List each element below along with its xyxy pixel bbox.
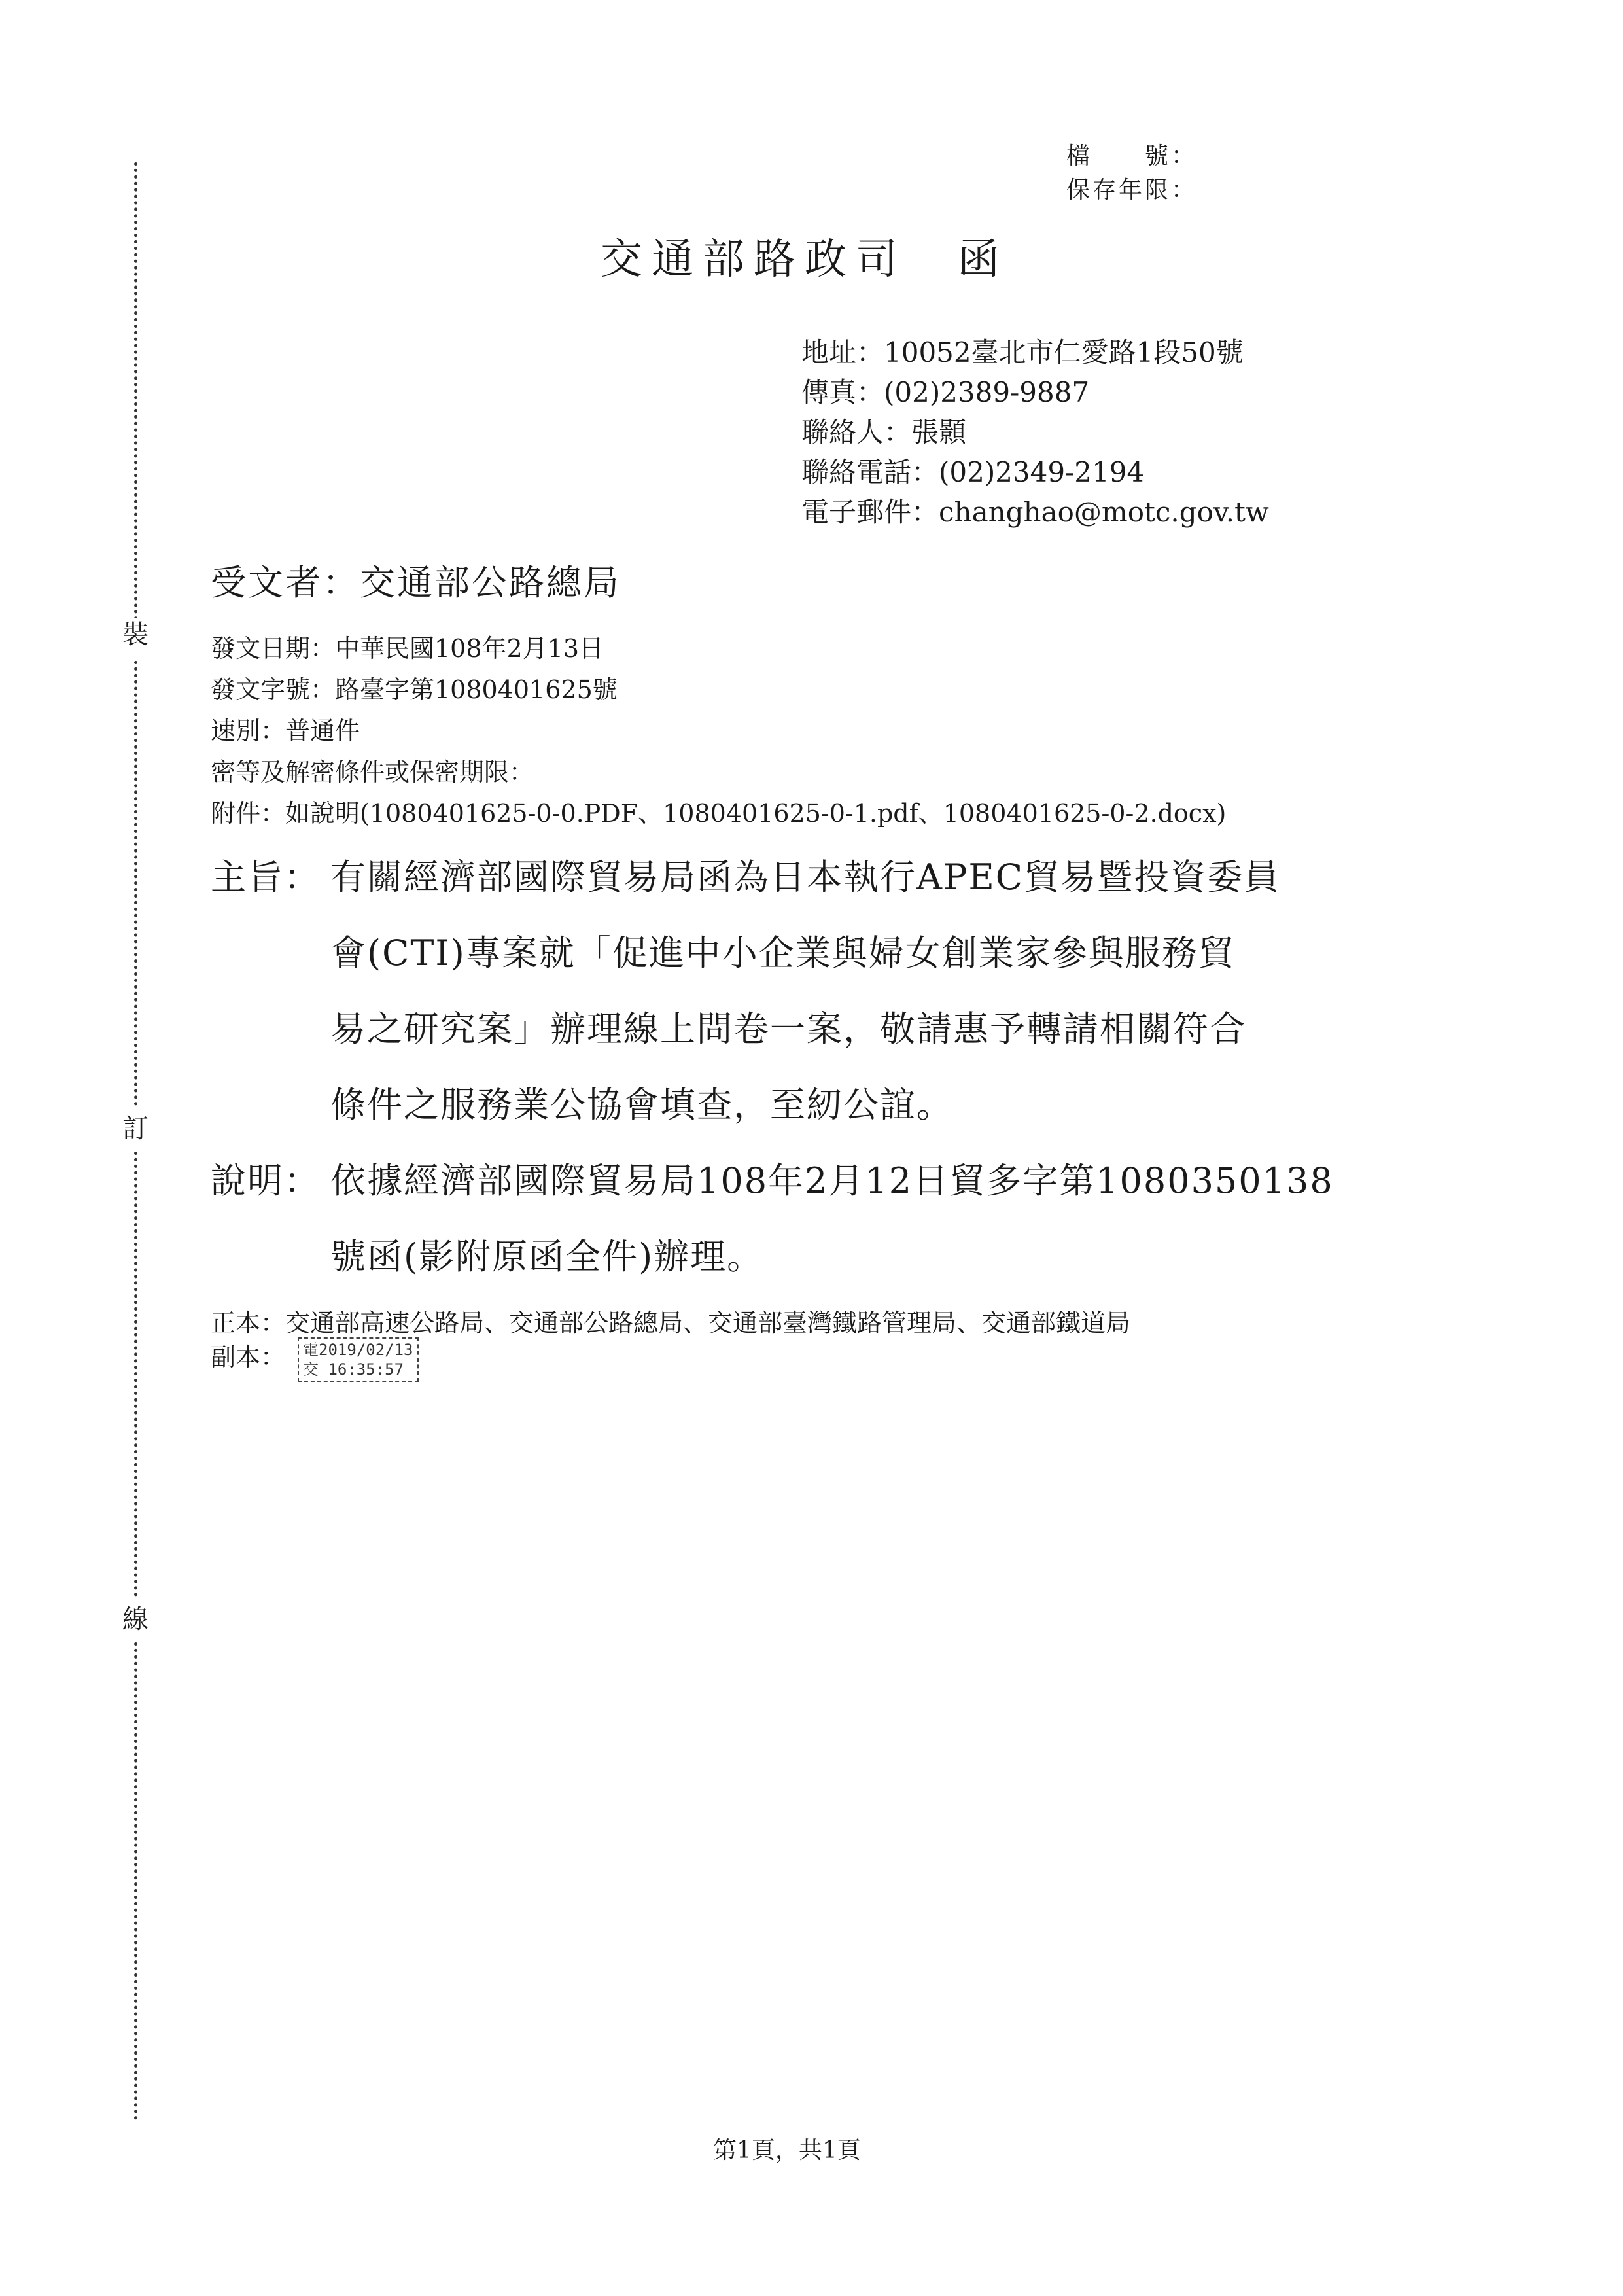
binding-dotted-line (134, 1152, 137, 1597)
meta-block (211, 628, 1226, 834)
document-title: 交通部路政司 函 (601, 236, 1009, 284)
binding-mark-ding: 訂 (119, 1112, 152, 1145)
original-recipients: 正本：交通部高速公路局、交通部公路總局、交通部臺灣鐵路管理局、交通部鐵道局 (211, 1309, 1131, 1337)
attachments: 附件：如說明(1080401625-0-0.PDF、1080401625-0-1.pdf、1080401625-0-2.docx) (211, 799, 1227, 828)
explanation-line: 號函(影附原函全件)辦理。 (330, 1236, 764, 1277)
page-number: 第1頁，共1頁 (713, 2137, 861, 2164)
subject-label: 主旨： (211, 857, 321, 898)
contact-address: 地址：10052臺北市仁愛路1段50號 (801, 336, 1244, 368)
contact-person: 聯絡人：張顥 (801, 416, 967, 448)
binding-dotted-line (134, 162, 137, 620)
subject-line: 有關經濟部國際貿易局函為日本執行APEC貿易暨投資委員 (330, 857, 1281, 898)
explanation-body (330, 1143, 1334, 1295)
contact-phone: 聯絡電話：(02)2349-2194 (801, 456, 1145, 488)
document-number: 發文字號：路臺字第1080401625號 (211, 675, 618, 704)
contact-fax: 傳真：(02)2389-9887 (801, 376, 1090, 408)
binding-mark-xian: 線 (119, 1603, 152, 1636)
copy-recipients: 副本： (211, 1343, 286, 1371)
explanation-label: 說明： (211, 1160, 321, 1201)
subject-line: 會(CTI)專案就「促進中小企業與婦女創業家參與服務貿 (330, 932, 1235, 974)
file-number-label: 檔 號： (1066, 143, 1198, 169)
speed-class: 速別：普通件 (211, 716, 360, 745)
timestamp-stamp (298, 1337, 419, 1382)
binding-mark-zhuang: 裝 (119, 618, 152, 651)
subject-body (330, 839, 1280, 1143)
retention-period-label: 保存年限： (1066, 177, 1198, 203)
binding-dotted-line (134, 1642, 137, 2120)
binding-dotted-line (134, 661, 137, 1106)
explanation-line: 依據經濟部國際貿易局108年2月12日貿多字第1080350138 (330, 1160, 1334, 1201)
stamp-date: 電2019/02/13 (303, 1341, 413, 1359)
issue-date: 發文日期：中華民國108年2月13日 (211, 634, 604, 663)
secrecy-level: 密等及解密條件或保密期限： (211, 758, 534, 786)
contact-block (801, 332, 1269, 532)
recipient: 受文者：交通部公路總局 (211, 562, 621, 603)
subject-line: 易之研究案」辦理線上問卷一案，敬請惠予轉請相關符合 (330, 1008, 1246, 1050)
subject-line: 條件之服務業公協會填查，至紉公誼。 (330, 1084, 953, 1125)
contact-email: 電子郵件：changhao@motc.gov.tw (801, 496, 1269, 528)
stamp-time: 交 16:35:57 (303, 1360, 404, 1379)
